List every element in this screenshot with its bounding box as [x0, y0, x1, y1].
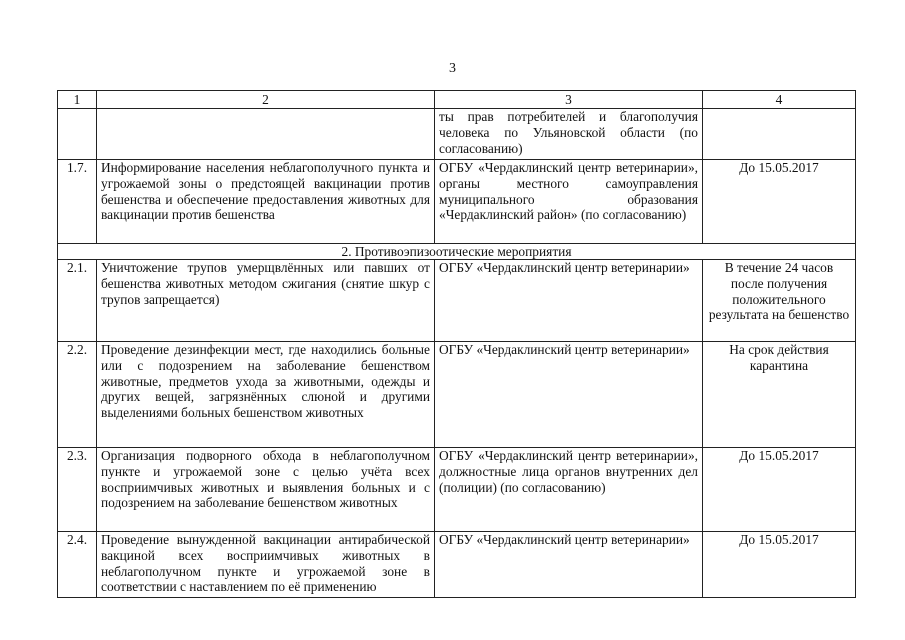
measures-table	[57, 90, 856, 598]
table-row	[58, 532, 856, 598]
row-term: До 15.05.2017	[703, 532, 856, 598]
row-number: 2.4.	[58, 532, 97, 598]
row-activity: Проведение дезинфекции мест, где находились больные или с подозрением на заболевание бешенством животные, предметов ухода за животными, одежды и других вещей, загрязнённых слюной и другими выделениями больных бешенством животных	[97, 342, 435, 448]
row-number: 2.1.	[58, 260, 97, 342]
section-row	[58, 244, 856, 260]
row-activity	[97, 109, 435, 160]
section-title: 2. Противоэпизоотические мероприятия	[58, 244, 856, 260]
row-responsible: ОГБУ «Чердаклинский центр ветеринарии», органы местного самоуправления муниципального образования «Чердаклинский район» (по согласованию)	[435, 160, 703, 244]
page-number: 3	[449, 61, 456, 76]
row-activity: Организация подворного обхода в неблагополучном пункте и угрожаемой зоне с целью учёта всех восприимчивых животных и выявления больных и с подозрением на заболевание бешенством животных	[97, 448, 435, 532]
row-responsible: ОГБУ «Чердаклинский центр ветеринарии», должностные лица органов внутренних дел (полиции) (по согласованию)	[435, 448, 703, 532]
row-responsible: ОГБУ «Чердаклинский центр ветеринарии»	[435, 532, 703, 598]
row-term: До 15.05.2017	[703, 448, 856, 532]
table-header-row	[58, 91, 856, 109]
column-header-1: 1	[58, 91, 97, 109]
row-number: 1.7.	[58, 160, 97, 244]
row-activity: Уничтожение трупов умерщвлённых или павших от бешенства животных методом сжигания (снятие шкур с трупов запрещается)	[97, 260, 435, 342]
row-number: 2.2.	[58, 342, 97, 448]
row-term: В течение 24 часов после получения положительного результата на бешенство	[703, 260, 856, 342]
table-row	[58, 160, 856, 244]
column-header-2: 2	[97, 91, 435, 109]
table-row	[58, 342, 856, 448]
row-activity: Информирование населения неблагополучного пункта и угрожаемой зоны о предстоящей вакцинации против бешенства и обеспечение предоставления животных для вакцинации против бешенства	[97, 160, 435, 244]
column-header-4: 4	[703, 91, 856, 109]
row-responsible: ОГБУ «Чердаклинский центр ветеринарии»	[435, 260, 703, 342]
row-responsible: ты прав потребителей и благополучия человека по Ульяновской области (по согласованию)	[435, 109, 703, 160]
table-row	[58, 109, 856, 160]
table-row	[58, 260, 856, 342]
row-responsible: ОГБУ «Чердаклинский центр ветеринарии»	[435, 342, 703, 448]
table-row	[58, 448, 856, 532]
row-term: На срок действия карантина	[703, 342, 856, 448]
row-term: До 15.05.2017	[703, 160, 856, 244]
row-number	[58, 109, 97, 160]
row-number: 2.3.	[58, 448, 97, 532]
row-term	[703, 109, 856, 160]
row-activity: Проведение вынужденной вакцинации антирабической вакциной всех восприимчивых животных в неблагополучном пункте и угрожаемой зоне в соответствии с наставлением по её применению	[97, 532, 435, 598]
column-header-3: 3	[435, 91, 703, 109]
